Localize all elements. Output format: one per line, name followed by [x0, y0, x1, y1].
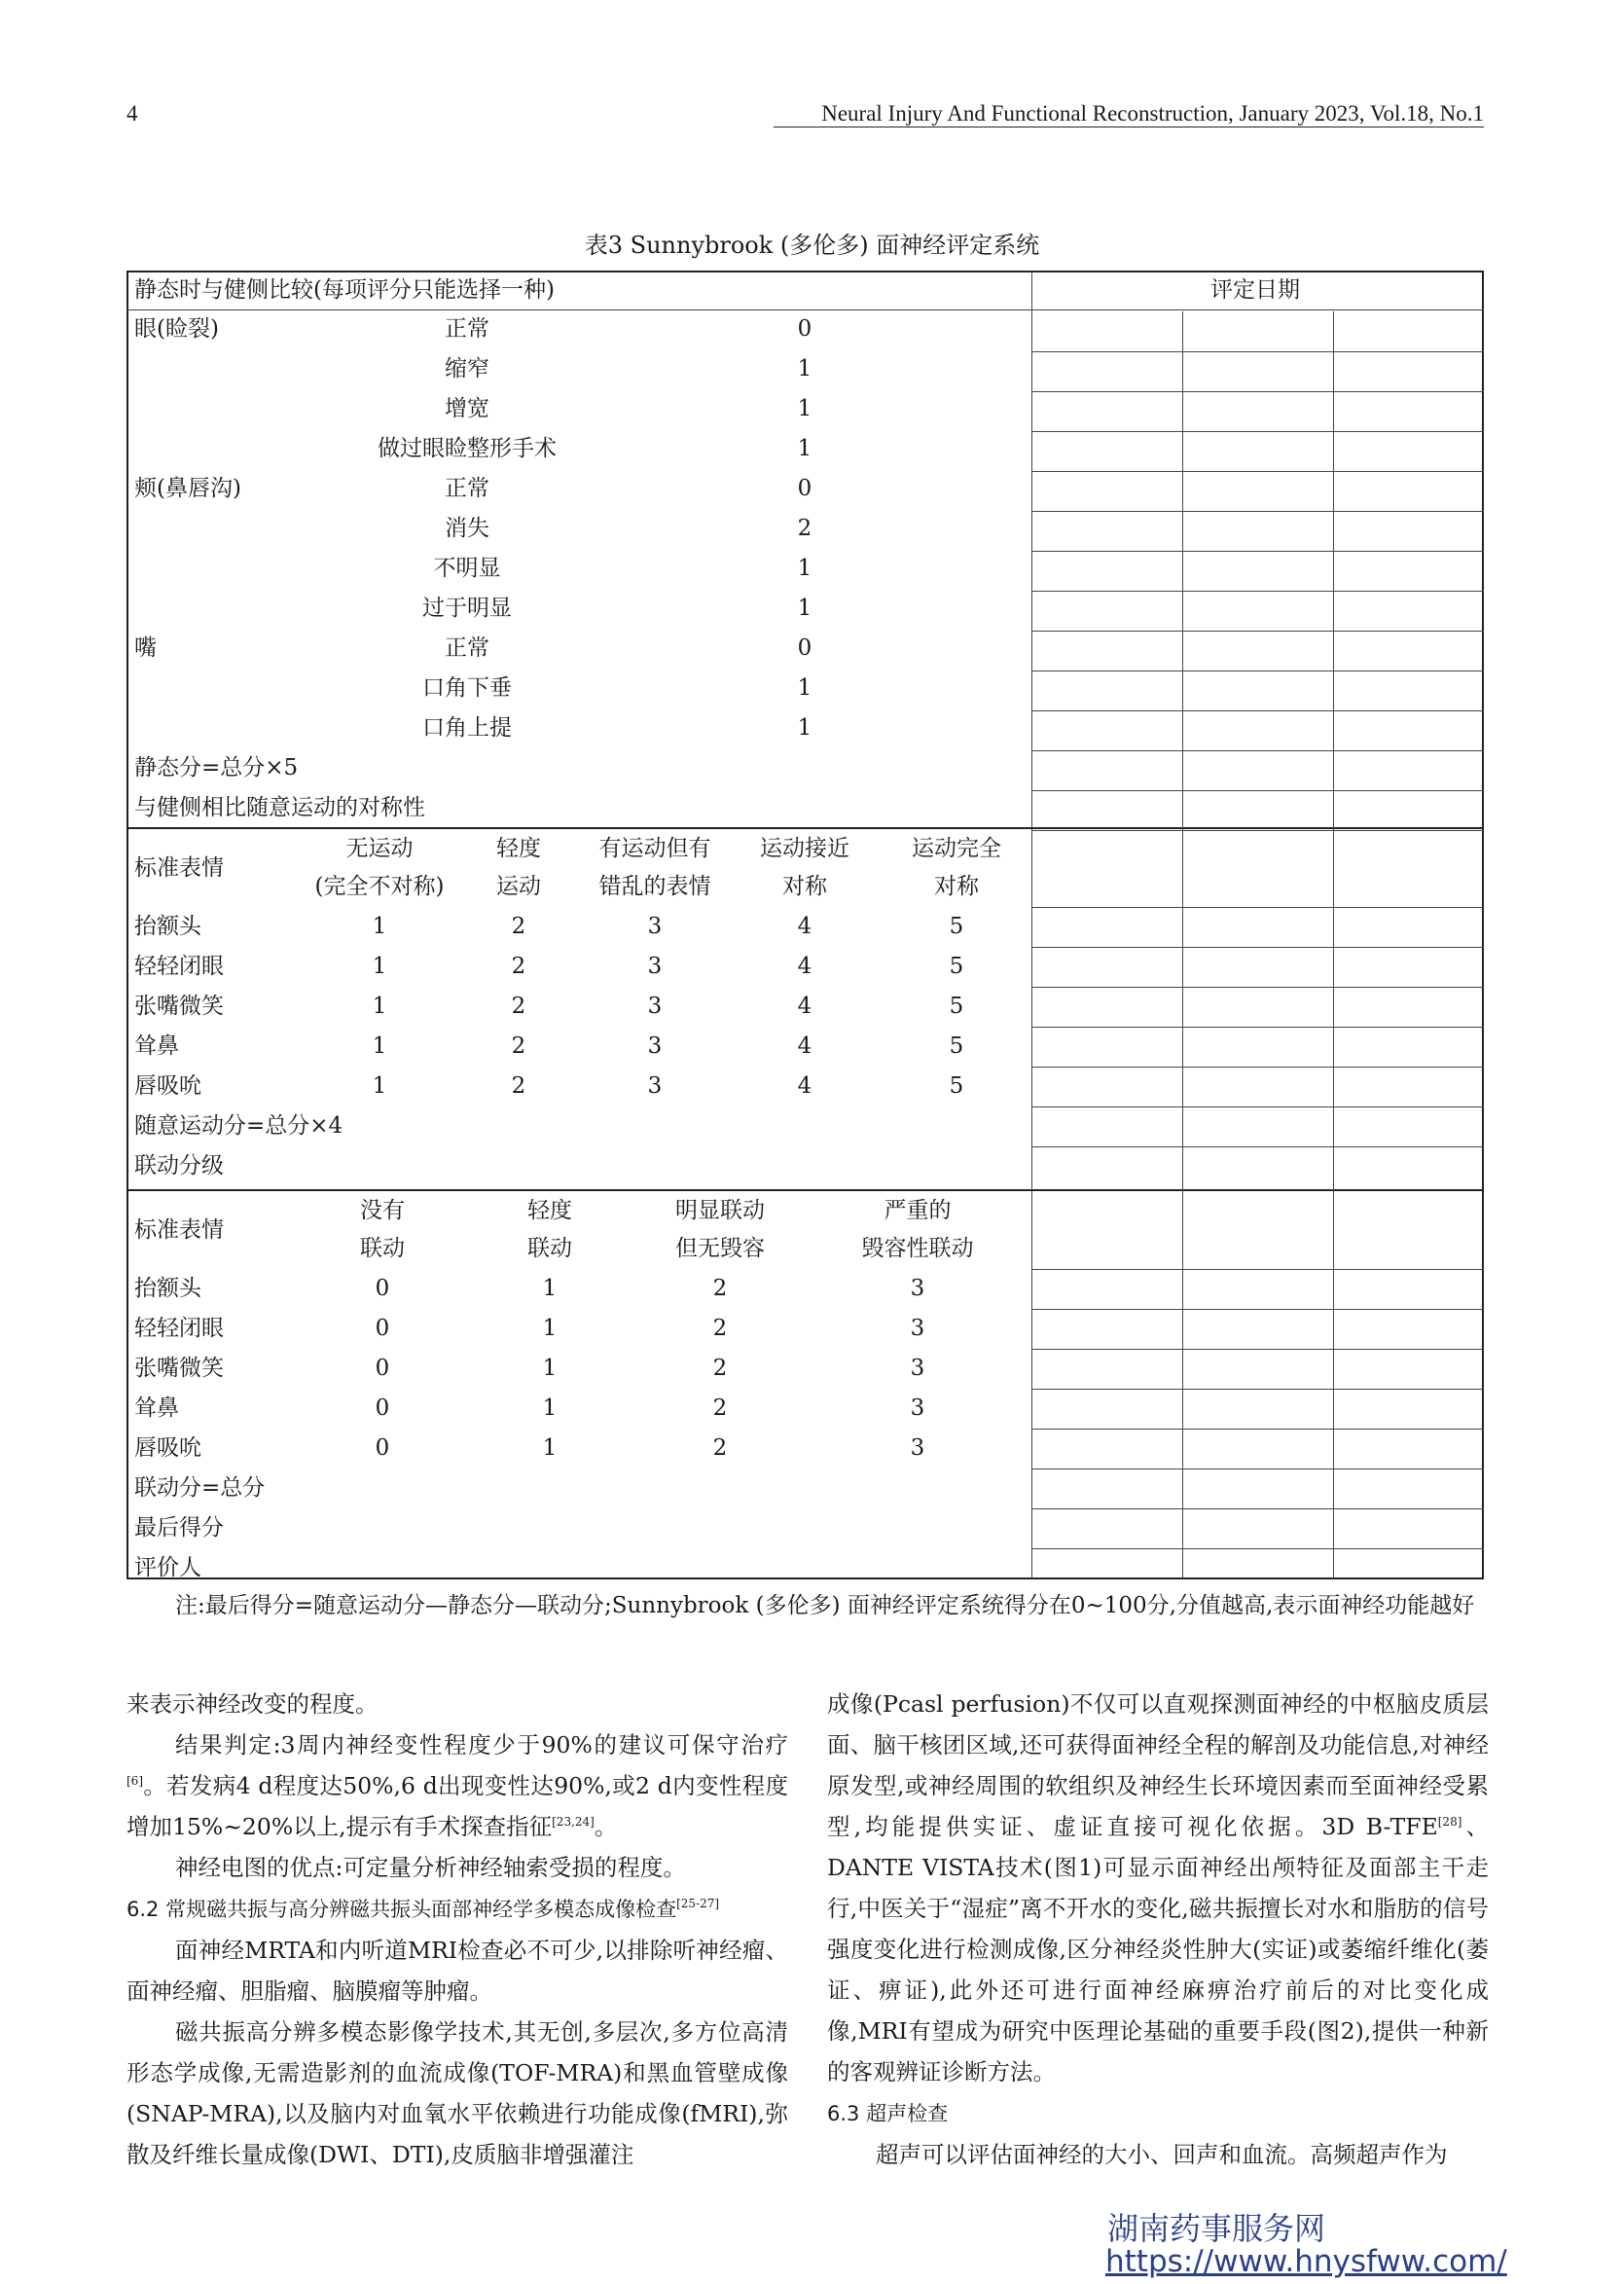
vol-header-col: 运动 [496, 874, 541, 899]
vol-header-col: 运动接近 [760, 836, 849, 861]
syn-header-col: 毁容性联动 [861, 1236, 974, 1261]
vol-header-col: 对称 [934, 874, 979, 899]
date-grid-rule [1031, 551, 1484, 552]
vol-score: 3 [647, 914, 663, 939]
syn-total: 联动分=总分 [134, 1475, 266, 1501]
vol-row-label: 轻轻闭眼 [134, 954, 224, 979]
vol-score: 2 [511, 954, 526, 979]
vol-score: 1 [372, 994, 387, 1019]
static-score: 1 [797, 715, 812, 741]
vol-row-label: 抬额头 [134, 914, 201, 939]
static-score: 1 [797, 436, 812, 461]
vol-score: 1 [372, 914, 387, 939]
paragraph: 面神经MRTA和内听道MRI检查必不可少,以排除听神经瘤、面神经瘤、胆脂瘤、脑膜瘤等肿瘤。 [126, 1937, 788, 2005]
syn-score: 0 [375, 1356, 390, 1381]
static-item: 缩窄 [445, 356, 489, 381]
paragraph: 磁共振高分辨多模态影像学技术,其无创,多层次,多方位高清形态学成像,无需造影剂的血流成像(TOF-MRA)和黑血管壁成像(SNAP-MRA),以及脑内对血氧水平依赖进行功能成像(fMRI),弥散及纤维长量成像(DWI、DTI),皮质脑非增强灌注 [126, 2018, 788, 2168]
right-column [827, 1684, 1489, 2175]
syn-row-label: 耸鼻 [134, 1396, 179, 1421]
date-subcolumn-divider [1333, 311, 1334, 1578]
vol-score: 4 [797, 994, 812, 1019]
date-grid-rule [1031, 830, 1484, 831]
date-grid-rule [1031, 471, 1484, 472]
static-category: 颊(鼻唇沟) [134, 476, 241, 501]
date-grid-rule [1031, 710, 1484, 711]
vol-score: 3 [647, 1033, 663, 1059]
vol-score: 5 [949, 954, 964, 979]
syn-score: 0 [375, 1396, 390, 1421]
static-score: 1 [797, 356, 812, 381]
left-column [126, 1684, 788, 2175]
syn-header-label: 标准表情 [134, 1217, 224, 1243]
vol-row-label: 张嘴微笑 [134, 994, 224, 1019]
vol-score: 2 [511, 1033, 526, 1059]
vol-header-col: 轻度 [496, 836, 541, 861]
final-score: 最后得分 [134, 1515, 224, 1541]
syn-score: 3 [910, 1316, 925, 1341]
watermark-url[interactable]: https://www.hnysfww.com/ [1105, 2244, 1507, 2279]
vol-header-col: 错乱的表情 [598, 874, 711, 899]
date-grid-rule [1031, 351, 1484, 352]
vol-score: 2 [511, 994, 526, 1019]
static-score: 1 [797, 396, 812, 421]
static-item: 过于明显 [422, 596, 512, 621]
syn-score: 3 [910, 1435, 925, 1461]
section-rule [126, 1189, 1484, 1191]
paragraph: 来表示神经改变的程度。 [126, 1690, 379, 1718]
date-header: 评定日期 [1210, 277, 1300, 303]
date-grid-rule [1031, 511, 1484, 512]
section-heading [827, 2092, 1489, 2134]
section-title-voluntary: 与健侧相比随意运动的对称性 [134, 795, 425, 820]
syn-row-label: 张嘴微笑 [134, 1356, 224, 1381]
date-grid-rule [1031, 1349, 1484, 1350]
vol-score: 3 [647, 954, 663, 979]
vol-score: 3 [647, 994, 663, 1019]
section-heading [126, 1888, 788, 1930]
static-item: 增宽 [445, 396, 489, 421]
vol-score: 1 [372, 1033, 387, 1059]
section-rule [126, 827, 1484, 829]
date-column-divider [1031, 271, 1032, 1578]
vol-score: 4 [797, 1033, 812, 1059]
vol-score: 5 [949, 1033, 964, 1059]
vol-score: 4 [797, 914, 812, 939]
paragraph [827, 1684, 1489, 2092]
syn-score: 1 [542, 1356, 558, 1381]
section-title-synkinesis: 联动分级 [134, 1153, 224, 1178]
date-grid-rule [1031, 1389, 1484, 1390]
syn-row-label: 唇吸吮 [134, 1435, 201, 1461]
date-grid-rule [1031, 987, 1484, 988]
vol-score: 1 [372, 1073, 387, 1099]
vol-score: 5 [949, 914, 964, 939]
date-grid-rule [1031, 907, 1484, 908]
text-run: 成像(Pcasl perfusion)不仅可以直观探测面神经的中枢脑皮质层面、脑干核团区域,还可获得面神经全程的解剖及功能信息,对神经原发型,或神经周围的软组织及神经生长环境因素而至面神经受累型,均能提供实证、虚证直接可视化依据。3D B-TFE [827, 1690, 1489, 1840]
date-grid-rule [1031, 1429, 1484, 1430]
table-caption: 表3 Sunnybrook (多伦多) 面神经评定系统 [584, 232, 1040, 259]
syn-score: 2 [712, 1435, 728, 1461]
syn-header-col: 严重的 [884, 1198, 952, 1223]
vol-header-col: 无运动 [345, 836, 414, 861]
citation: [28] [1437, 1815, 1462, 1830]
syn-score: 2 [712, 1276, 728, 1301]
static-item: 消失 [445, 516, 489, 541]
syn-score: 2 [712, 1356, 728, 1381]
syn-row-label: 轻轻闭眼 [134, 1316, 224, 1341]
syn-header-col: 联动 [360, 1236, 405, 1261]
text-run: 。若发病4 d程度达50%,6 d出现变性达90%,或2 d内变性程度增加15%~20%以上,提示有手术探查指征 [126, 1772, 788, 1840]
evaluator: 评价人 [134, 1555, 201, 1580]
date-grid-rule [1031, 750, 1484, 751]
vol-score: 1 [372, 954, 387, 979]
syn-header-col: 联动 [527, 1236, 572, 1261]
date-grid-rule [1031, 1468, 1484, 1469]
watermark-site-name: 湖南药事服务网 [1107, 2210, 1326, 2247]
paragraph: 神经电图的优点:可定量分析神经轴索受损的程度。 [175, 1854, 686, 1881]
syn-header-col: 轻度 [527, 1198, 572, 1223]
page-number: 4 [126, 101, 138, 126]
row-rule [126, 309, 1484, 310]
vol-row-label: 唇吸吮 [134, 1073, 201, 1099]
date-grid-rule [1031, 591, 1484, 592]
vol-header-col: 有运动但有 [598, 836, 711, 861]
section-header-static: 静态时与健侧比较(每项评分只能选择一种) [134, 277, 555, 303]
vol-score: 4 [797, 954, 812, 979]
syn-score: 0 [375, 1316, 390, 1341]
date-grid-rule [1031, 431, 1484, 432]
date-grid-rule [1031, 1106, 1484, 1107]
static-score: 0 [797, 476, 812, 501]
syn-row-label: 抬额头 [134, 1276, 201, 1301]
date-grid-rule [1031, 631, 1484, 632]
static-score: 1 [797, 556, 812, 581]
static-score: 1 [797, 596, 812, 621]
static-item: 口角上提 [422, 715, 512, 741]
vol-header-label: 标准表情 [134, 855, 224, 881]
vol-score: 4 [797, 1073, 812, 1099]
syn-header-col: 明显联动 [675, 1198, 765, 1223]
static-total: 静态分=总分×5 [134, 755, 299, 780]
syn-score: 0 [375, 1435, 390, 1461]
syn-score: 1 [542, 1396, 558, 1421]
paragraph: 超声可以评估面神经的大小、回声和血流。高频超声作为 [876, 2141, 1448, 2168]
date-grid-rule [1031, 1146, 1484, 1147]
syn-score: 1 [542, 1316, 558, 1341]
static-category: 眼(睑裂) [134, 316, 219, 342]
citation: [6] [126, 1774, 143, 1789]
syn-score: 1 [542, 1276, 558, 1301]
static-item: 正常 [445, 635, 489, 661]
syn-score: 0 [375, 1276, 390, 1301]
vol-score: 5 [949, 1073, 964, 1099]
text-run: 、DANTE VISTA技术(图1)可显示面神经出颅特征及面部主干走行,中医关于“湿症”离不开水的变化,磁共振擅长对水和脂肪的信号强度变化进行检测成像,区分神经炎性肿大(实证)或萎缩纤维化(萎证、痹证),此外还可进行面神经麻痹治疗前后的对比变化成像,MRI有望成为研究中医理论基础的重要手段(图2),提供一种新的客观辨证诊断方法。 [827, 1813, 1489, 2085]
section-title: 6.3 超声检查 [827, 2102, 949, 2125]
vol-total: 随意运动分=总分×4 [134, 1113, 343, 1139]
syn-score: 2 [712, 1396, 728, 1421]
date-grid-rule [1031, 1067, 1484, 1068]
static-item: 口角下垂 [422, 675, 512, 701]
date-subcolumn-divider [1182, 311, 1183, 1578]
vol-score: 2 [511, 914, 526, 939]
date-grid-rule [1031, 790, 1484, 791]
static-score: 0 [797, 316, 812, 342]
citation: [23,24] [552, 1815, 595, 1830]
paragraph [126, 1724, 788, 1847]
static-item: 正常 [445, 316, 489, 342]
static-item: 正常 [445, 476, 489, 501]
vol-row-label: 耸鼻 [134, 1033, 179, 1059]
text-run: 。 [594, 1813, 618, 1840]
static-item: 做过眼睑整形手术 [378, 436, 557, 461]
citation: [25-27] [676, 1897, 720, 1911]
date-grid-rule [1031, 391, 1484, 392]
static-score: 2 [797, 516, 812, 541]
syn-header-col: 但无毁容 [675, 1236, 765, 1261]
vol-score: 2 [511, 1073, 526, 1099]
static-score: 1 [797, 675, 812, 701]
syn-score: 3 [910, 1276, 925, 1301]
journal-header: Neural Injury And Functional Reconstruction, January 2023, Vol.18, No.1 [821, 101, 1484, 126]
syn-score: 2 [712, 1316, 728, 1341]
table-note: 注:最后得分=随意运动分—静态分—联动分;Sunnybrook (多伦多) 面神经评定系统得分在0~100分,分值越高,表示面神经功能越好 [175, 1593, 1475, 1618]
vol-score: 5 [949, 994, 964, 1019]
static-category: 嘴 [134, 635, 157, 661]
date-grid-rule [1031, 1548, 1484, 1549]
date-grid-rule [1031, 1508, 1484, 1509]
syn-score: 3 [910, 1356, 925, 1381]
vol-header-col: 对称 [782, 874, 827, 899]
date-grid-rule [1031, 1269, 1484, 1270]
text-run: 结果判定:3周内神经变性程度少于90%的建议可保守治疗 [175, 1731, 788, 1758]
vol-score: 3 [647, 1073, 663, 1099]
date-grid-rule [1031, 1027, 1484, 1028]
static-score: 0 [797, 635, 812, 661]
date-grid-rule [1031, 1309, 1484, 1310]
date-grid-rule [1031, 947, 1484, 948]
static-item: 不明显 [433, 556, 501, 581]
syn-score: 1 [542, 1435, 558, 1461]
syn-score: 3 [910, 1396, 925, 1421]
vol-header-col: (完全不对称) [314, 874, 445, 899]
vol-header-col: 运动完全 [912, 836, 1001, 861]
section-title: 6.2 常规磁共振与高分辨磁共振头面部神经学多模态成像检查 [126, 1898, 677, 1921]
syn-header-col: 没有 [360, 1198, 405, 1223]
